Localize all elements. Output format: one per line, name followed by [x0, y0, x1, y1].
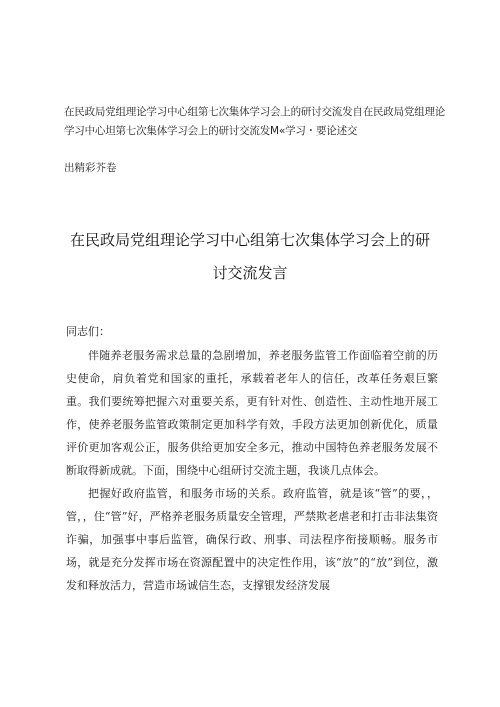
body-paragraph-2: 把握好政府监管，和服务市场的关系。政府监管，就是该“管”的要，，管，，住“管”好，严格养老服务质量安全管理，严禁欺老虐老和打击非法集资诈骗，加强事中事后监管，确保行政、刑事、司法程序衔接顺畅。服务市场，就是充分发挥市场在资源配置中的决定性作用，该“放”的“放”到位，激发和释放活力，营造市场诚信生态，支撑银发经济发展 [66, 487, 438, 592]
document-header [64, 103, 454, 141]
document-title-line-1: 在民政局党组理论学习中心组第七次集体学习会上的研 [69, 231, 430, 249]
body-paragraph-1: 伴随养老服务需求总量的急剧增加，养老服务监管工作面临着空前的历史使命，肩负着党和国家的重托，承载着老年人的信任，改革任务艰巨繁重。我们要统筹把握六对重要关系，更有针对性、创造性、主动性地开展工作，使养老服务监管政策制定更加科学有效，手段方法更加创新优化，质量评价更加客观公正，服务供给更加安全多元，推动中国特色养老服务发展不断取得新成就。下面，围绕中心组研讨交流主题，我谈几点体会。 [66, 349, 438, 477]
header-line-1: 在民政局党组理论学习中心组第七次集体学习会上的研讨交流发自在民政局党组理论 [64, 106, 446, 118]
header-line-2: 学习中心坦第七次集体学习会上的研讨交流发M«学习・要论述交 [64, 125, 358, 137]
document-body [66, 344, 438, 597]
document-title-line-2: 讨交流发言 [212, 264, 288, 282]
greeting: 同志们： [66, 325, 110, 338]
header-subline: 出精彩芥卷 [64, 162, 117, 174]
